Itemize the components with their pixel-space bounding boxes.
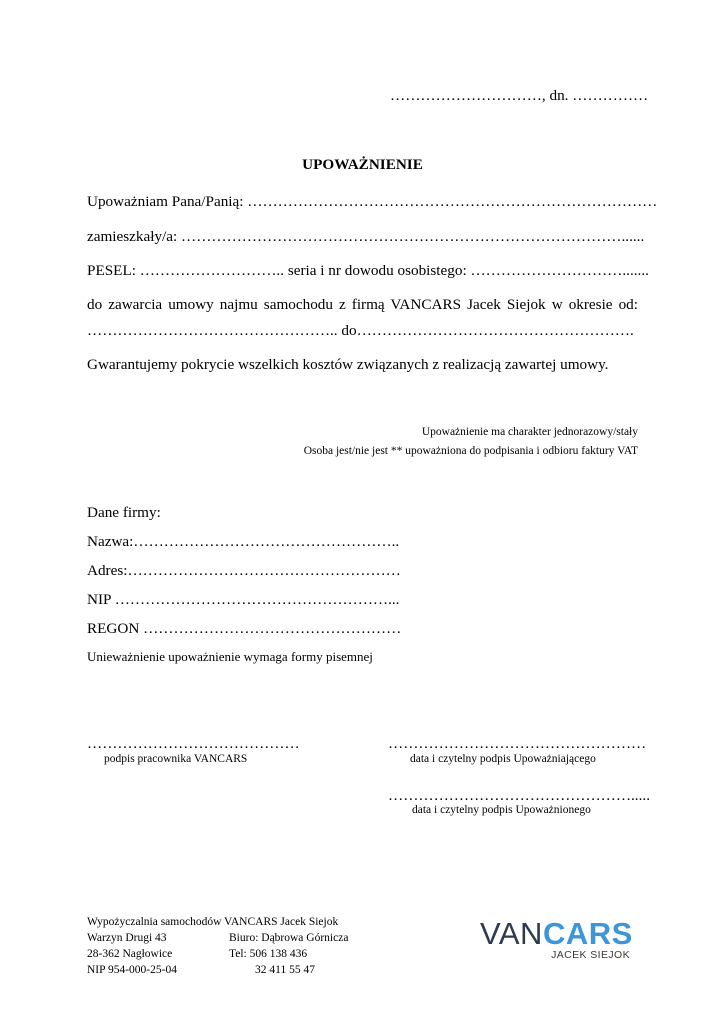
place-date-line: …………………………, dn. …………… — [390, 87, 649, 104]
authorize-line: Upoważniam Pana/Panią: ……………………………………………………………………… — [87, 193, 658, 210]
logo-van-text: VAN — [480, 916, 543, 951]
contract-line-1: do zawarcia umowy najmu samochodu z firmą VANCARS Jacek Siejok w okresie od: — [87, 296, 638, 313]
address-line: zamieszkały/a: ……………………………………………………………………………...... — [87, 228, 645, 245]
signature-employee-dots: …………………………………… — [87, 735, 300, 752]
company-nip-line: NIP ………………………………………………... — [87, 591, 400, 608]
note-vat-invoice: Osoba jest/nie jest ** upoważniona do podpisania i odbioru faktury VAT — [303, 445, 638, 457]
signature-employee-caption: podpis pracownika VANCARS — [104, 753, 248, 765]
contract-line-2: ………………………………………….. do………………………………………………. — [87, 322, 634, 339]
vancars-logo — [480, 916, 633, 961]
revocation-note: Unieważnienie upoważnienie wymaga formy pisemnej — [87, 649, 373, 664]
signature-authorizer-dots: …………………………………………… — [388, 735, 647, 752]
footer-office: Biuro: Dąbrowa Górnicza — [229, 932, 349, 944]
company-heading: Dane firmy: — [87, 504, 161, 521]
footer-phone-2: 32 411 55 47 — [255, 964, 315, 976]
logo-cars-text: CARS — [542, 916, 633, 951]
footer-company-name: Wypożyczalnia samochodów VANCARS Jacek Siejok — [87, 916, 339, 928]
footer-nip: NIP 954-000-25-04 — [87, 964, 177, 976]
footer-street: Warzyn Drugi 43 — [87, 932, 167, 944]
note-one-time: Upoważnienie ma charakter jednorazowy/stały — [421, 426, 638, 438]
signature-authorized-dots: …………………………………………..... — [388, 787, 650, 804]
signature-authorized-caption: data i czytelny podpis Upoważnionego — [412, 804, 591, 816]
document-title: UPOWAŻNIENIE — [302, 156, 423, 173]
company-name-line: Nazwa:…………………………………………….. — [87, 533, 400, 550]
logo-subtitle: JACEK SIEJOK — [551, 949, 630, 961]
company-address-line: Adres:……………………………………………… — [87, 562, 401, 579]
footer-phone-1: Tel: 506 138 436 — [229, 948, 308, 960]
signature-authorizer-caption: data i czytelny podpis Upoważniającego — [410, 753, 596, 765]
company-regon-line: REGON …………………………………………… — [87, 620, 402, 637]
footer-postal: 28-362 Nagłowice — [87, 948, 173, 960]
pesel-line: PESEL: ……………………….. seria i nr dowodu osobistego: …………………………....... — [87, 262, 649, 279]
guarantee-line: Gwarantujemy pokrycie wszelkich kosztów związanych z realizacją zawartej umowy. — [87, 356, 609, 373]
